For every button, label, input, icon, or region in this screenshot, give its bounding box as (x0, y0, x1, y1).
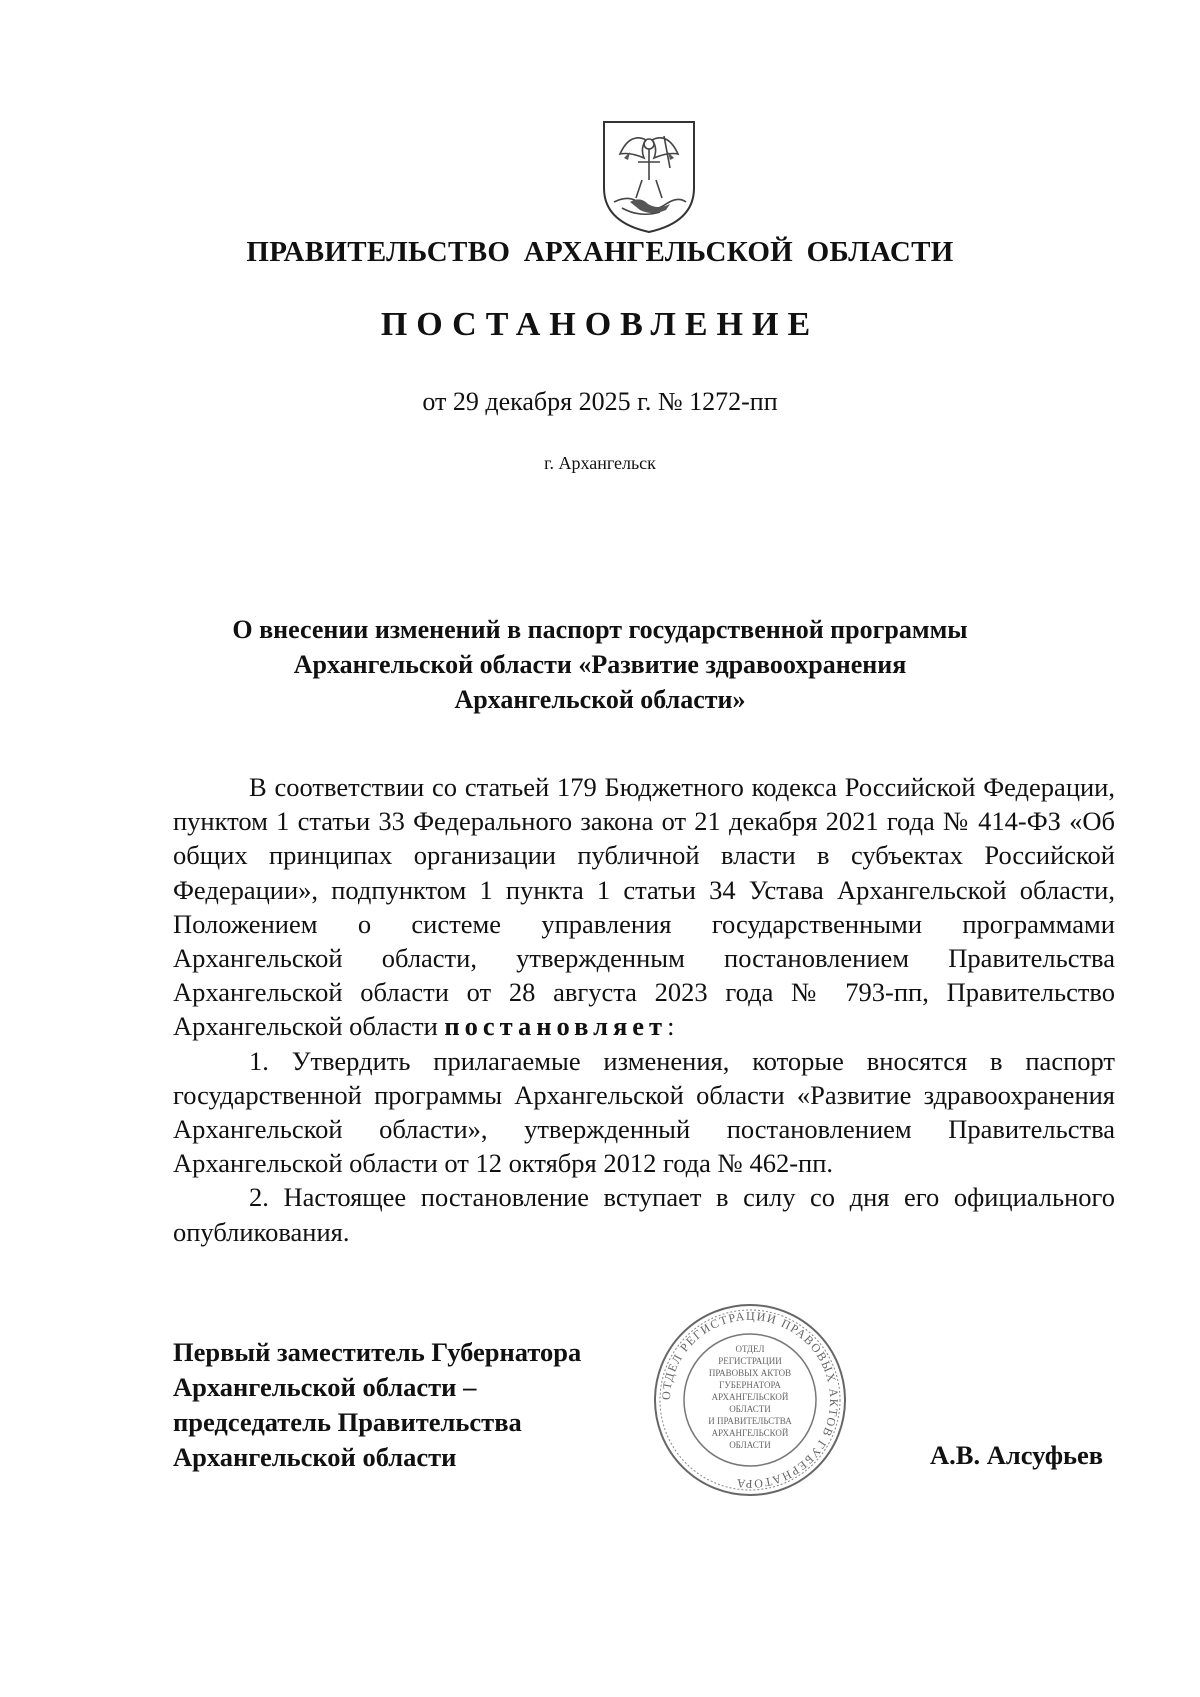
preamble-paragraph (173, 770, 1115, 1044)
signer-position-line: председатель Правительства (173, 1407, 522, 1437)
stamp-line: АРХАНГЕЛЬСКОЙ (711, 1392, 789, 1402)
government-name: ПРАВИТЕЛЬСТВО АРХАНГЕЛЬСКОЙ ОБЛАСТИ (246, 236, 954, 268)
stamp-line: АРХАНГЕЛЬСКОЙ (711, 1428, 789, 1438)
signer-name: А.В. Алсуфьев (930, 1440, 1104, 1470)
signer-position-line: Архангельской области (173, 1442, 457, 1472)
stamp-line: ОБЛАСТИ (729, 1440, 771, 1450)
subject-line: Архангельской области «Развитие здравоохранения (293, 650, 907, 679)
signer-position-line: Первый заместитель Губернатора (173, 1337, 582, 1367)
subject-line: О внесении изменений в паспорт государственной программы (232, 615, 968, 644)
official-stamp (650, 1300, 850, 1500)
item-2-paragraph: 2. Настоящее постановление вступает в силу со дня его официального опубликования. (173, 1182, 1115, 1247)
signer-position-line: Архангельской области – (173, 1372, 477, 1402)
decree-colon: : (667, 1011, 675, 1042)
subject-line: Архангельской области» (454, 685, 746, 714)
document-date-number: от 29 декабря 2025 г. № 1272-пп (422, 387, 778, 416)
decree-word: постановляет (444, 1011, 668, 1042)
stamp-line: РЕГИСТРАЦИИ (718, 1356, 782, 1366)
stamp-line: И ПРАВИТЕЛЬСТВА (708, 1416, 792, 1426)
document-city: г. Архангельск (544, 453, 656, 473)
signer-position (173, 1335, 653, 1475)
stamp-line: ПРАВОВЫХ АКТОВ (708, 1368, 792, 1378)
document-body (173, 770, 1115, 1249)
document-kind-title: ПОСТАНОВЛЕНИЕ (380, 306, 820, 343)
item-1-paragraph: 1. Утвердить прилагаемые изменения, которые вносятся в паспорт государственной программы Архангельской области «Развитие здравоохранения Архангельской области», утвержденный постановлением Правительства Архангельской области от 12 октября 2012 года № 462-пп. (173, 1045, 1115, 1179)
stamp-line: ОТДЕЛ (735, 1344, 765, 1354)
coat-of-arms-emblem (600, 118, 698, 236)
preamble-text: В соответствии со статьей 179 Бюджетного кодекса Российской Федерации, пунктом 1 статьи 33 Федерального закона от 21 декабря 2021 года № 414-ФЗ «Об общих принципах организации публичной власти в субъектах Российской Федерации», подпунктом 1 пункта 1 статьи 34 Устава Архангельской области, Положением о системе управления государственными программами Архангельской области, утвержденным постановлением Правительства Архангельской области от 28 августа 2023 года № 793-пп, Правительство Архангельской области (173, 772, 1115, 1042)
stamp-line: ОБЛАСТИ (729, 1404, 771, 1414)
document-subject (170, 612, 1030, 717)
stamp-line: ГУБЕРНАТОРА (719, 1380, 781, 1390)
stamp-ring-text: ОТДЕЛ РЕГИСТРАЦИИ ПРАВОВЫХ АКТОВ ГУБЕРНАТОРА (658, 1308, 842, 1492)
